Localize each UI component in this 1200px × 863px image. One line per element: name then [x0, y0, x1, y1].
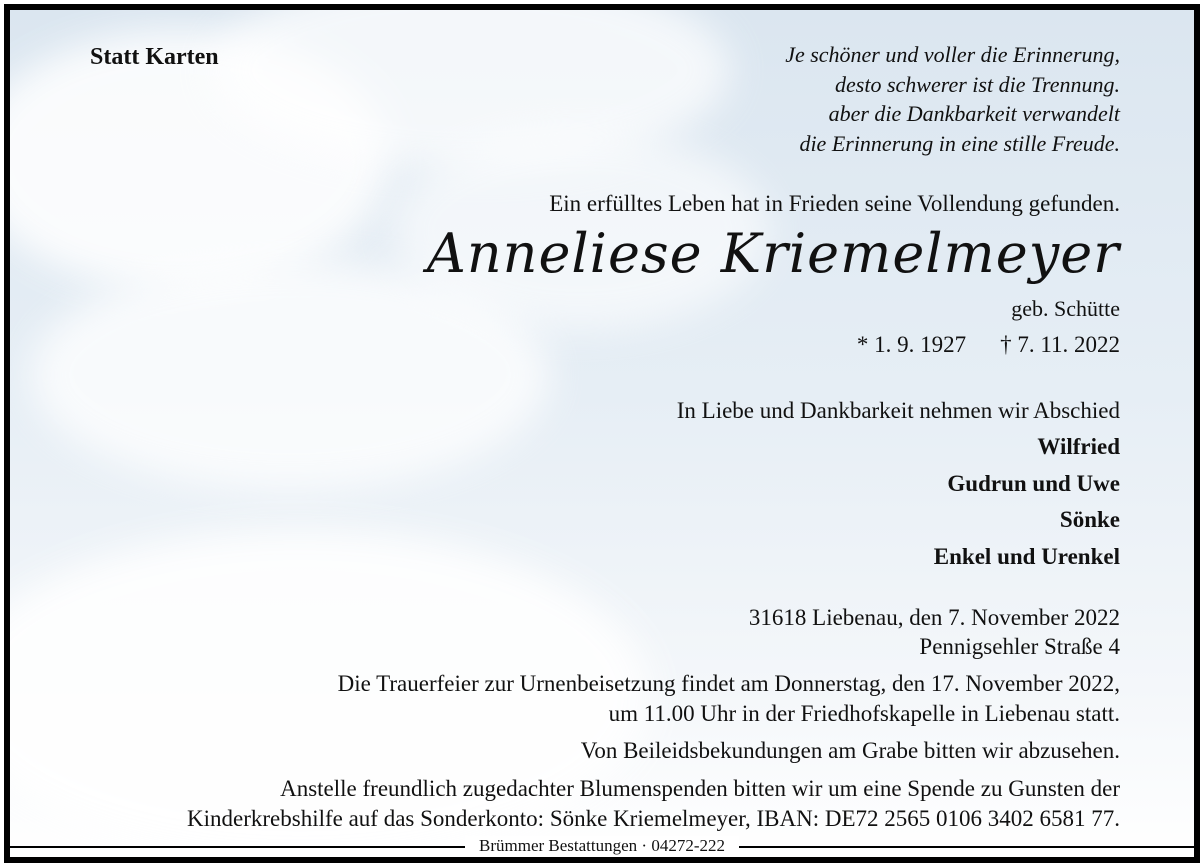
service-line: um 11.00 Uhr in der Friedhofskapelle in Liebenau statt. [608, 701, 1120, 726]
address-block [749, 603, 1120, 661]
condolences-note: Von Beileidsbekundungen am Grabe bitten wir abzusehen. [580, 738, 1120, 763]
service-line: Die Trauerfeier zur Urnenbeisetzung findet am Donnerstag, den 17. November 2022, [337, 671, 1120, 696]
service-info [338, 669, 1120, 729]
donation-line: Anstelle freundlich zugedachter Blumenspenden bitten wir um eine Spende zu Gunsten der [280, 776, 1120, 801]
poem-line: aber die Dankbarkeit verwandelt [828, 101, 1120, 126]
poem [785, 40, 1120, 158]
farewell-text: In Liebe und Dankbarkeit nehmen wir Abschied [676, 398, 1120, 423]
birth-name: geb. Schütte [1011, 296, 1120, 321]
family-member: Gudrun und Uwe [947, 471, 1120, 496]
birth-date: * 1. 9. 1927 [856, 332, 967, 357]
poem-line: Je schöner und voller die Erinnerung, [785, 42, 1120, 67]
statt-karten-label: Statt Karten [90, 44, 219, 70]
poem-line: desto schwerer ist die Trennung. [835, 71, 1120, 97]
family-member: Sönke [1059, 507, 1120, 532]
death-date: † 7. 11. 2022 [1000, 332, 1120, 357]
family-member: Enkel und Urenkel [933, 544, 1120, 569]
life-dates [857, 332, 1120, 358]
poem-line: die Erinnerung in eine stille Freude. [799, 130, 1120, 156]
footer-undertaker: Brümmer Bestattungen · 04272-222 [465, 836, 739, 856]
deceased-name: Anneliese Kriemelmeyer [426, 222, 1120, 285]
donation-note [187, 774, 1120, 834]
place-date: 31618 Liebenau, den 7. November 2022 [748, 605, 1120, 630]
obituary-card [4, 4, 1200, 863]
intro-text: Ein erfülltes Leben hat in Frieden seine Vollendung gefunden. [549, 191, 1120, 216]
family-member: Wilfried [1037, 434, 1120, 459]
street: Pennigsehler Straße 4 [919, 634, 1120, 659]
donation-line: Kinderkrebshilfe auf das Sonderkonto: Sönke Kriemelmeyer, IBAN: DE72 2565 0106 3402 6581 77. [187, 806, 1120, 831]
